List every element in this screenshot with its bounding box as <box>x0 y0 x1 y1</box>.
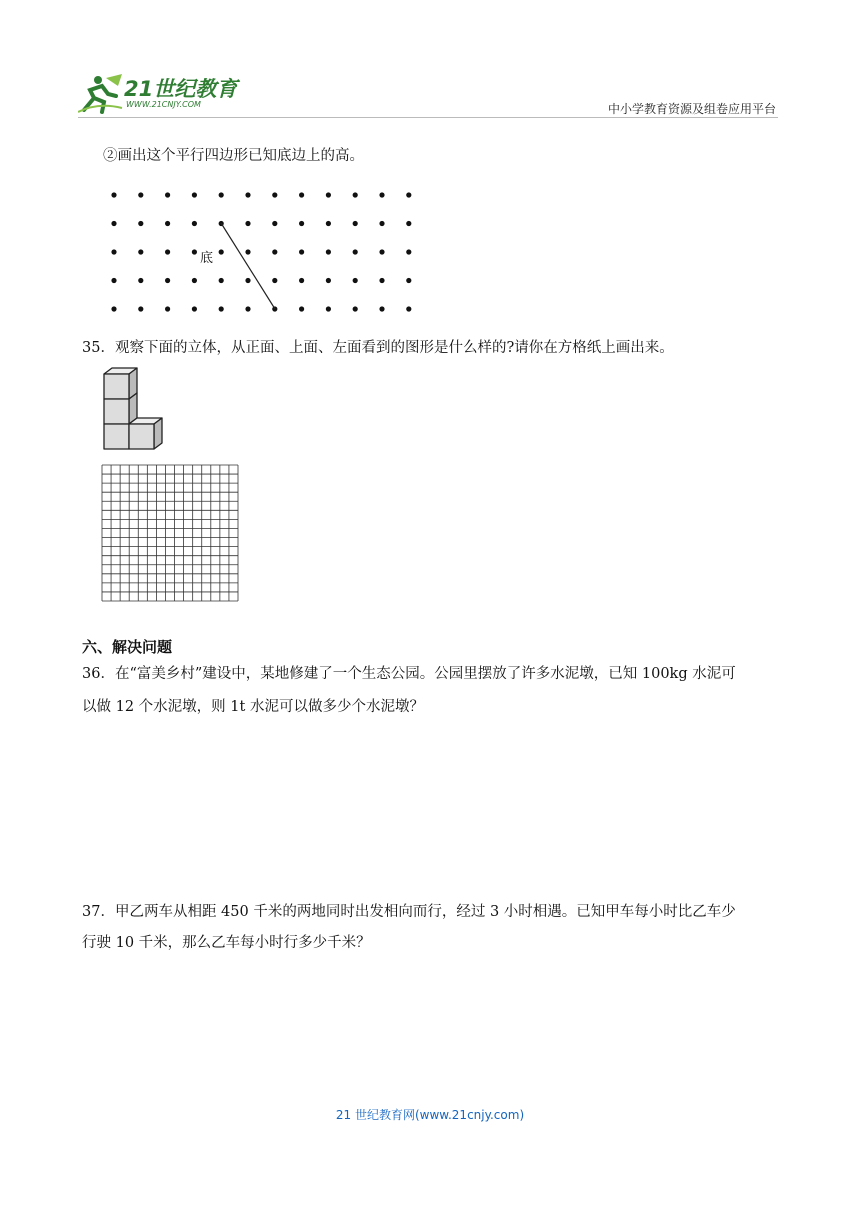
grid-dot <box>326 221 331 226</box>
grid-dot <box>219 249 224 254</box>
grid-dot <box>111 249 116 254</box>
grid-dot <box>353 278 358 283</box>
grid-dot <box>138 249 143 254</box>
grid-dot <box>165 192 170 197</box>
grid-dot <box>138 278 143 283</box>
grid-dot <box>111 192 116 197</box>
grid-dot <box>111 221 116 226</box>
grid-dot <box>379 249 384 254</box>
grid-dot <box>219 192 224 197</box>
grid-dot <box>245 278 250 283</box>
grid-dot <box>138 192 143 197</box>
grid-dot <box>299 192 304 197</box>
grid-dot <box>245 192 250 197</box>
grid-dot <box>272 192 277 197</box>
question-35-text: 35．观察下面的立体，从正面、上面、左面看到的图形是什么样的?请你在方格纸上画出来。 <box>82 340 674 356</box>
grid-dot <box>353 192 358 197</box>
cube-stack-figure <box>100 366 166 450</box>
grid-dot <box>326 306 331 311</box>
grid-dot <box>406 278 411 283</box>
grid-dot <box>245 249 250 254</box>
grid-dot <box>406 249 411 254</box>
grid-dot <box>379 278 384 283</box>
grid-dot <box>245 306 250 311</box>
grid-dot <box>299 278 304 283</box>
grid-dot <box>379 306 384 311</box>
question-34-sub-2: ②画出这个平行四边形已知底边上的高。 <box>103 148 364 164</box>
grid-dot <box>326 192 331 197</box>
grid-dot <box>192 221 197 226</box>
section-6-title: 六、解决问题 <box>82 638 173 656</box>
grid-dot <box>165 221 170 226</box>
grid-dot <box>353 249 358 254</box>
grid-dot <box>379 192 384 197</box>
grid-dot <box>165 306 170 311</box>
dot-grid-figure <box>100 182 420 322</box>
footer-link[interactable]: 21 世纪教育网(www.21cnjy.com) <box>335 1108 525 1122</box>
grid-dot <box>192 192 197 197</box>
grid-dot <box>138 306 143 311</box>
grid-paper[interactable] <box>101 464 239 602</box>
grid-dot <box>165 249 170 254</box>
grid-dot <box>299 221 304 226</box>
grid-dot <box>326 278 331 283</box>
grid-dot <box>219 306 224 311</box>
grid-dot <box>406 221 411 226</box>
base-label: 底 <box>200 251 214 266</box>
grid-dot <box>245 221 250 226</box>
platform-name: 中小学教育资源及组卷应用平台 <box>607 102 776 116</box>
header-divider <box>78 117 778 118</box>
grid-dot <box>299 306 304 311</box>
parallelogram-base-segment <box>221 223 275 309</box>
grid-dot <box>353 221 358 226</box>
dot-grid-dots <box>111 192 411 311</box>
question-36-line-1: 36．在“富美乡村”建设中，某地修建了一个生态公园。公园里摆放了许多水泥墩，已知 100kg 水泥可 <box>82 666 736 682</box>
grid-dot <box>272 249 277 254</box>
grid-dot <box>111 306 116 311</box>
grid-dot <box>326 249 331 254</box>
grid-dot <box>165 278 170 283</box>
grid-dot <box>406 192 411 197</box>
grid-dot <box>111 278 116 283</box>
grid-dot <box>272 221 277 226</box>
question-37-line-2: 行驶 10 千米，那么乙车每小时行多少千米？ <box>82 935 371 951</box>
grid-dot <box>192 278 197 283</box>
grid-dot <box>192 306 197 311</box>
logo-text: 21世纪教育 <box>124 77 238 101</box>
grid-dot <box>138 221 143 226</box>
logo-url: WWW.21CNJY.COM <box>126 100 201 109</box>
grid-dot <box>192 249 197 254</box>
grid-dot <box>272 278 277 283</box>
question-37-line-1: 37．甲乙两车从相距 450 千米的两地同时出发相向而行，经过 3 小时相遇。已知甲车每小时比乙车少 <box>82 904 736 920</box>
grid-dot <box>353 306 358 311</box>
question-36-line-2: 以做 12 个水泥墩，则 1t 水泥可以做多少个水泥墩？ <box>82 699 424 715</box>
grid-dot <box>406 306 411 311</box>
grid-dot <box>379 221 384 226</box>
grid-dot <box>299 249 304 254</box>
grid-dot <box>219 278 224 283</box>
